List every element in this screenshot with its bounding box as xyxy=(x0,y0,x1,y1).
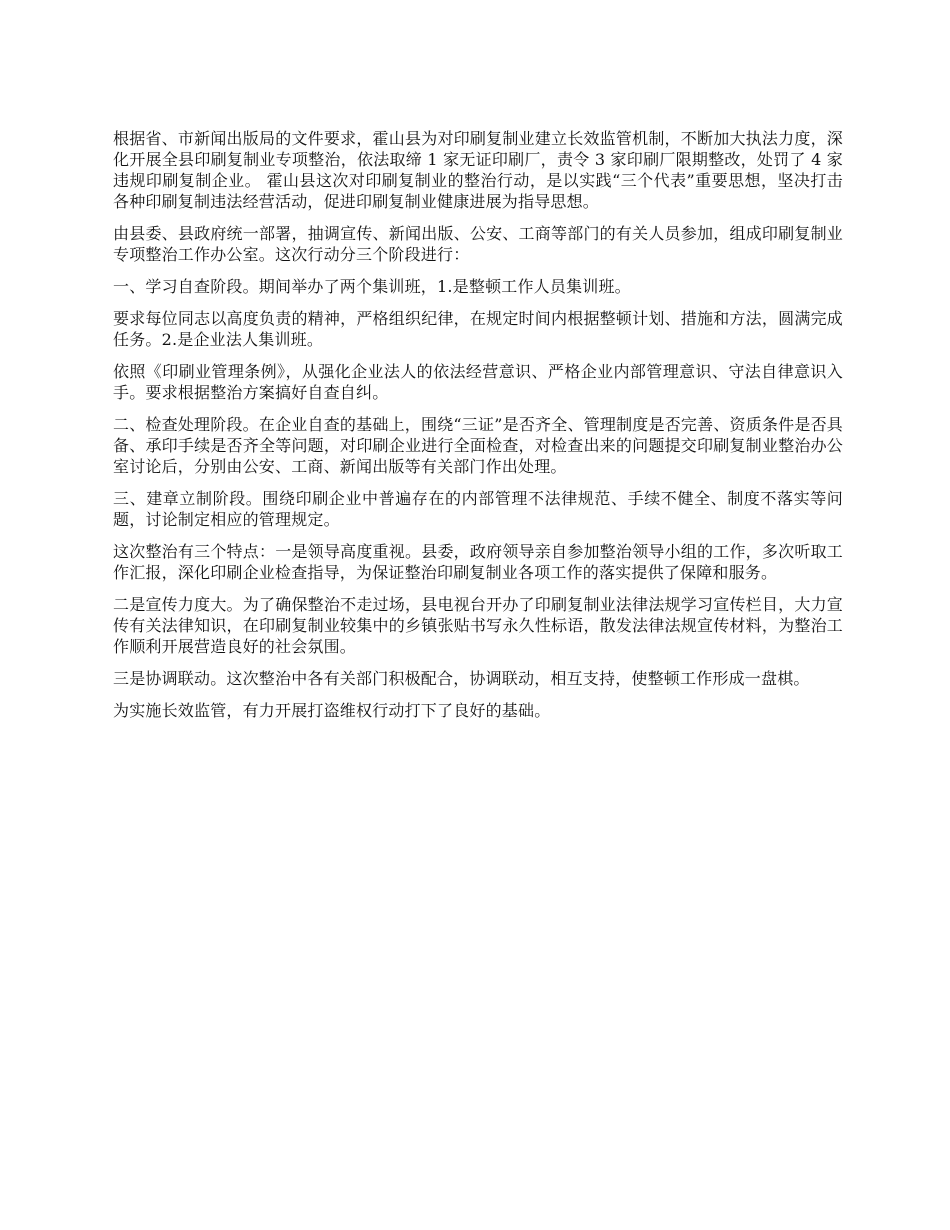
paragraph-8: 这次整治有三个特点：一是领导高度重视。县委，政府领导亲自参加整治领导小组的工作，多次听取工作汇报，深化印刷企业检查指导，为保证整治印刷复制业各项工作的落实提供了保障和服务。 xyxy=(113,542,843,582)
paragraph-4: 要求每位同志以高度负责的精神，严格组织纪律，在规定时间内根据整顿计划、措施和方法，圆满完成任务。2.是企业法人集训班。 xyxy=(113,309,843,349)
paragraph-1: 根据省、市新闻出版局的文件要求，霍山县为对印刷复制业建立长效监管机制，不断加大执法力度，深化开展全县印刷复制业专项整治，依法取缔 1 家无证印刷厂，责令 3 家印刷厂限期整改，处罚了 4 家违规印刷复制企业。 霍山县这次对印刷复制业的整治行动，是以实践“三个代表”重要思想，坚决打击各种印刷复制违法经营活动，促进印刷复制业健康进展为指导思想。 xyxy=(113,129,843,211)
paragraph-5: 依照《印刷业管理条例》，从强化企业法人的依法经营意识、严格企业内部管理意识、守法自律意识入手。要求根据整治方案搞好自查自纠。 xyxy=(113,362,843,402)
paragraph-10: 三是协调联动。这次整治中各有关部门积极配合，协调联动，相互支持，使整顿工作形成一盘棋。 xyxy=(113,669,810,688)
paragraph-6: 二、检查处理阶段。在企业自查的基础上，围绕“三证”是否齐全、管理制度是否完善、资质条件是否具备、承印手续是否齐全等问题，对印刷企业进行全面检查，对检查出来的问题提交印刷复制业整治办公室讨论后，分别由公安、工商、新闻出版等有关部门作出处理。 xyxy=(113,415,843,476)
paragraph-7: 三、建章立制阶段。围绕印刷企业中普遍存在的内部管理不法律规范、手续不健全、制度不落实等问题，讨论制定相应的管理规定。 xyxy=(113,489,843,529)
document-body xyxy=(113,128,843,732)
paragraph-11: 为实施长效监管，有力开展打盗维权行动打下了良好的基础。 xyxy=(113,701,551,720)
paragraph-2: 由县委、县政府统一部署，抽调宣传、新闻出版、公安、工商等部门的有关人员参加，组成印刷复制业专项整治工作办公室。这次行动分三个阶段进行： xyxy=(113,224,843,264)
paragraph-9: 二是宣传力度大。为了确保整治不走过场，县电视台开办了印刷复制业法律法规学习宣传栏目，大力宣传有关法律知识，在印刷复制业较集中的乡镇张贴书写永久性标语，散发法律法规宣传材料，为整治工作顺利开展营造良好的社会氛围。 xyxy=(113,595,843,656)
paragraph-3: 一、学习自查阶段。期间举办了两个集训班，1.是整顿工作人员集训班。 xyxy=(113,277,631,296)
